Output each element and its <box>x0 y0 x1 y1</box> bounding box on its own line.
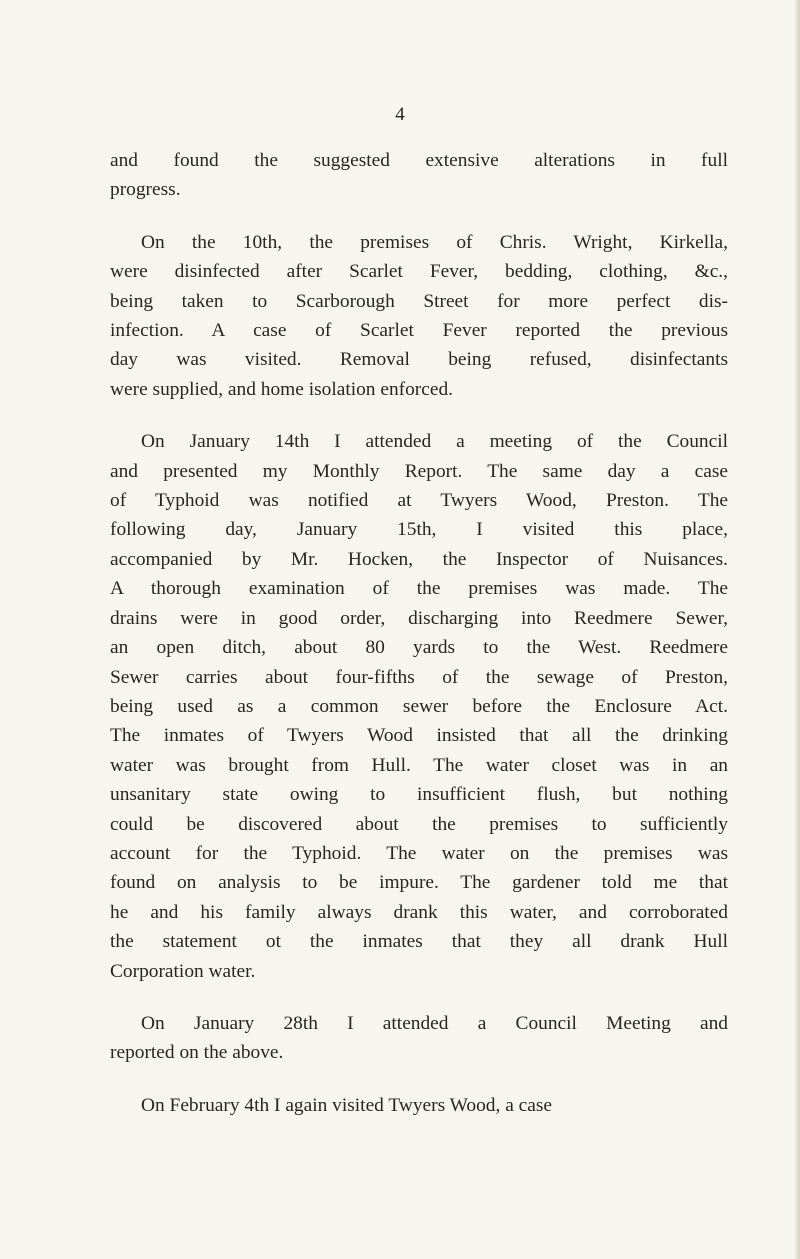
text-line: water was brought from Hull. The water closet was in an <box>110 754 728 776</box>
page-number: 4 <box>395 104 405 125</box>
text-line: found on analysis to be impure. The gardener told me that <box>110 872 728 894</box>
text-line: day was visited. Removal being refused, disinfectants <box>110 349 728 371</box>
text-line: could be discovered about the premises to sufficiently <box>110 813 728 835</box>
text-line: infection. A case of Scarlet Fever reported the previous <box>110 320 728 342</box>
text-line: and presented my Monthly Report. The same day a case <box>110 460 728 482</box>
text-line: and found the suggested extensive alterations in full <box>110 150 728 171</box>
text-line: were disinfected after Scarlet Fever, bedding, clothing, &c., <box>110 261 728 283</box>
text-line: accompanied by Mr. Hocken, the Inspector of Nuisances. <box>110 548 728 570</box>
text-line: he and his family always drank this water, and corroborated <box>110 901 728 923</box>
paragraph <box>110 146 728 205</box>
text-line: A thorough examination of the premises was made. The <box>110 578 728 600</box>
text-line: the statement ot the inmates that they all drank Hull <box>110 931 728 953</box>
text-line: On February 4th I again visited Twyers Wood, a case <box>141 1094 553 1116</box>
paragraph <box>110 228 728 404</box>
text-line: On January 28th I attended a Council Meeting and <box>141 1012 728 1034</box>
text-line: an open ditch, about 80 yards to the West. Reedmere <box>110 637 728 659</box>
paragraph <box>110 1091 728 1120</box>
text-line: progress. <box>110 179 181 201</box>
text-line: reported on the above. <box>110 1042 284 1064</box>
text-line: Corporation water. <box>110 960 256 982</box>
text-line: The inmates of Twyers Wood insisted that all the drinking <box>110 725 728 747</box>
text-line: On January 14th I attended a meeting of the Council <box>141 431 728 453</box>
body-text <box>110 146 728 1143</box>
text-line: following day, January 15th, I visited this place, <box>110 519 728 541</box>
text-line: of Typhoid was notified at Twyers Wood, Preston. The <box>110 490 728 512</box>
text-line: On the 10th, the premises of Chris. Wright, Kirkella, <box>141 231 728 253</box>
page-edge-shadow <box>794 0 800 1259</box>
paragraph <box>110 427 728 986</box>
text-line: were supplied, and home isolation enforced. <box>110 378 454 400</box>
text-line: unsanitary state owing to insufficient flush, but nothing <box>110 784 728 806</box>
paragraph <box>110 1009 728 1068</box>
text-line: drains were in good order, discharging into Reedmere Sewer, <box>110 607 728 629</box>
text-line: account for the Typhoid. The water on the premises was <box>110 842 728 864</box>
text-line: being used as a common sewer before the Enclosure Act. <box>110 695 728 717</box>
text-line: Sewer carries about four-fifths of the sewage of Preston, <box>110 666 728 688</box>
text-line: being taken to Scarborough Street for more perfect dis- <box>110 290 728 312</box>
